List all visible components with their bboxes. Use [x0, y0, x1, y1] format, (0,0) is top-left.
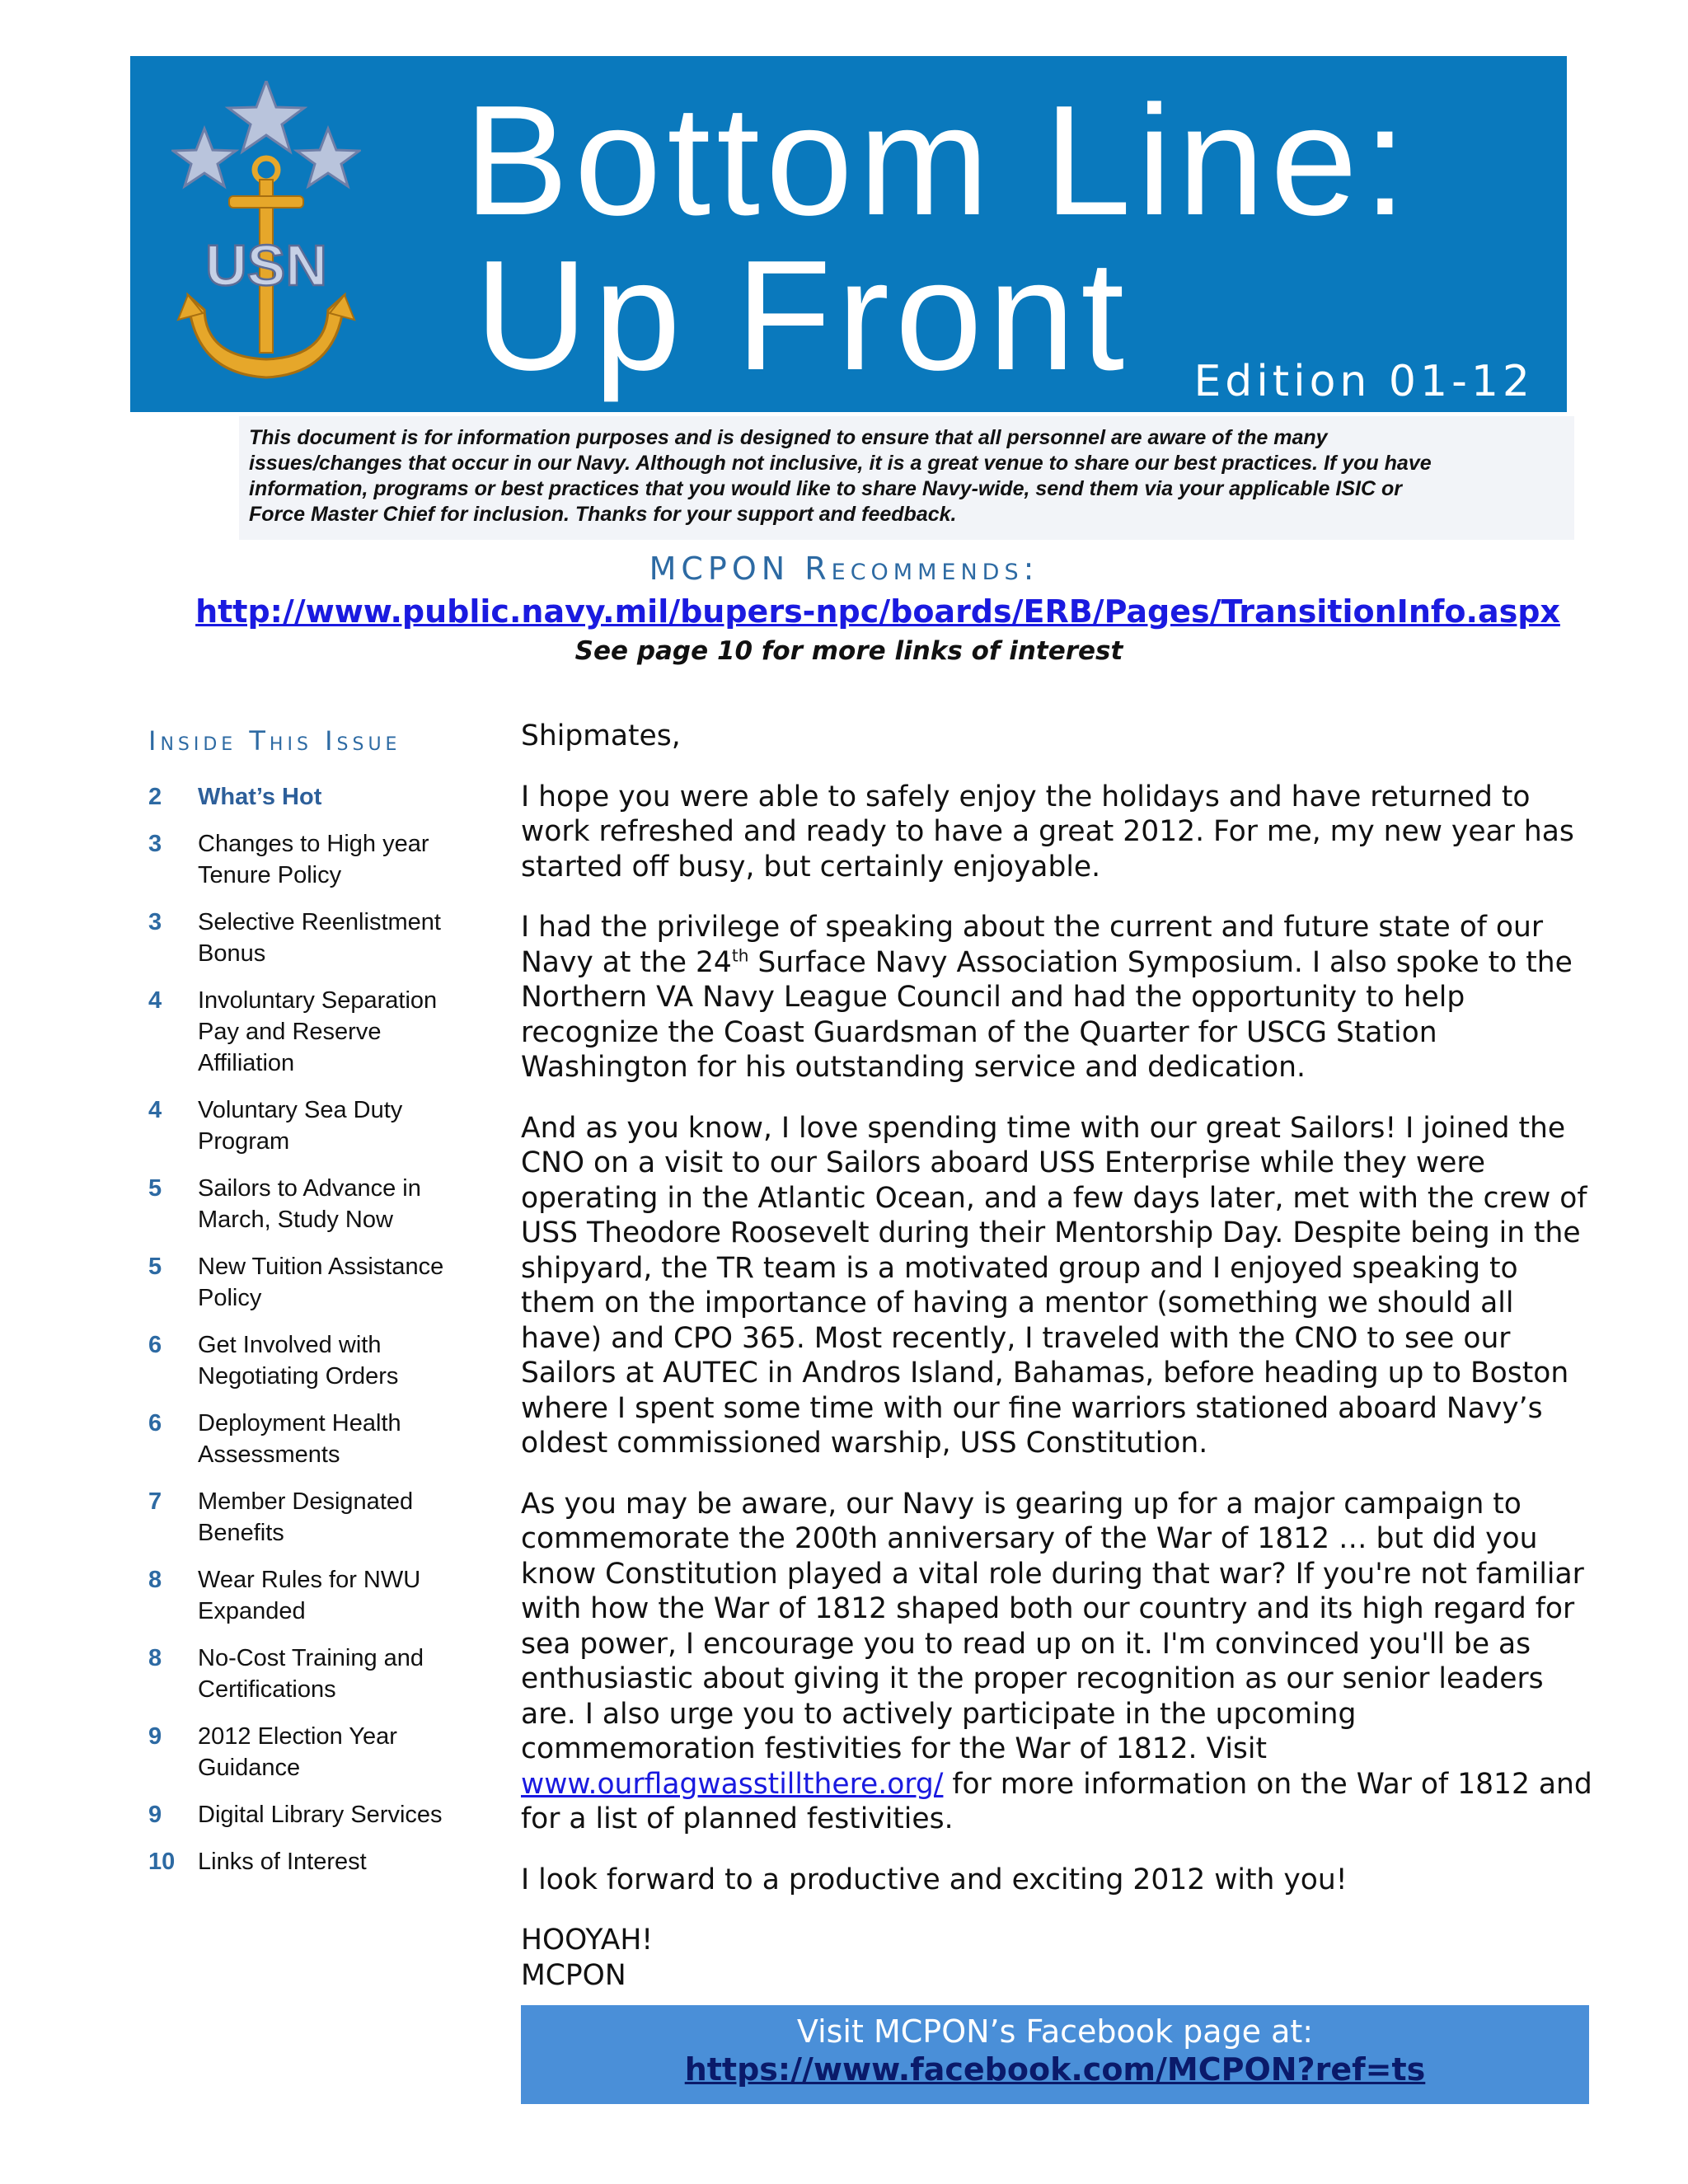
toc-item[interactable]	[148, 1564, 470, 1627]
toc-item[interactable]	[148, 1799, 470, 1830]
toc-label: Sailors to Advance in March, Study Now	[198, 1175, 421, 1233]
toc-page-number: 10	[148, 1849, 176, 1875]
toc-item[interactable]	[148, 1329, 470, 1392]
toc-label: Changes to High year Tenure Policy	[198, 831, 429, 888]
paragraph-closing: I look forward to a productive and exciting 2012 with you!	[521, 1863, 1348, 1896]
usn-emblem-text: USN	[205, 233, 327, 298]
facebook-link[interactable]: https://www.facebook.com/MCPON?ref=ts	[684, 2051, 1426, 2088]
newsletter-title-line2: Up Front	[475, 228, 1131, 403]
toc-label: Member Designated Benefits	[198, 1488, 414, 1546]
toc-item[interactable]	[148, 1486, 470, 1549]
toc-item[interactable]	[148, 1846, 470, 1877]
toc-page-number: 9	[148, 1802, 162, 1828]
toc-label: Wear Rules for NWU Expanded	[198, 1567, 421, 1624]
recommends-heading: MCPON Recommends:	[649, 551, 1039, 587]
paragraph-sailors: And as you know, I love spending time with our great Sailors! I joined the CNO on a visit to our Sailors aboard USS Enterprise while they were operating in the Atlantic Ocean, and a few days later, met with the crew of USS Theodore Roosevelt during their Mentorship Day. Despite being in the shipyard, the TR team is a motivated group and I enjoyed speaking to them on the importance of having a mentor (something we should all have) and CPO 365. Most recently, I traveled with the CNO to see our Sailors at AUTEC in Andros Island, Bahamas, before heading up to Boston where I spent some time with our fine warriors stationed aboard Navy’s oldest commissioned warship, USS Constitution.	[521, 1111, 1587, 1460]
star-icon	[173, 129, 236, 186]
mcpon-letter	[521, 719, 1592, 1993]
closing-hooyah: HOOYAH!	[521, 1924, 654, 1957]
toc-item[interactable]	[148, 1721, 470, 1783]
disclaimer-text: This document is for information purposes and is designed to ensure that all personnel are aware of the many issues/changes that occur in our Navy. Although not inclusive, it is a great venue to share our best practices. If you have information, programs or best practices that you would like to share Navy-wide, send them via your applicable ISIC or Force Master Chief for inclusion. Thanks for your support and feedback.	[249, 426, 1432, 526]
facebook-callout	[521, 2005, 1589, 2104]
transition-info-link[interactable]: http://www.public.navy.mil/bupers-npc/boards/ERB/Pages/TransitionInfo.aspx	[195, 593, 1560, 630]
masthead-banner	[130, 56, 1567, 412]
toc-label: Links of Interest	[198, 1849, 367, 1875]
ordinal-suffix: th	[731, 945, 749, 965]
toc-item[interactable]	[148, 985, 470, 1079]
salutation: Shipmates,	[521, 719, 681, 752]
toc-item[interactable]	[148, 1173, 470, 1235]
toc-item[interactable]	[148, 781, 470, 813]
toc-label: Involuntary Separation Pay and Reserve Affiliation	[198, 987, 438, 1076]
toc-item[interactable]	[148, 1643, 470, 1705]
toc-page-number: 3	[148, 909, 162, 935]
inside-this-issue	[148, 725, 470, 1893]
closing-signature: MCPON	[521, 1958, 626, 1992]
toc-page-number: 3	[148, 831, 162, 857]
toc-page-number: 9	[148, 1723, 162, 1750]
paragraph-text: As you may be aware, our Navy is gearing up for a major campaign to commemorate the 200th anniversary of the War of 1812 … but did you know Constitution played a vital role during that war? If you're not familiar with how the War of 1812 shaped both our country and its high regard for sea power, I encourage you to read up on it. I'm convinced you'll be as enthusiastic about giving it the proper recognition as our senior leaders are. I also urge you to actively participate in the upcoming commemoration festivities for the War of 1812. Visit	[521, 1487, 1584, 1765]
toc-label: Selective Reenlistment Bonus	[198, 909, 441, 967]
star-icon	[228, 81, 304, 152]
toc-item[interactable]	[148, 907, 470, 969]
toc-page-number: 7	[148, 1488, 162, 1515]
toc-page-number: 4	[148, 987, 162, 1014]
facebook-callout-text: Visit MCPON’s Facebook page at:	[796, 2013, 1314, 2050]
paragraph-symposium	[521, 910, 1592, 1085]
paragraph-text: for more information on the War of 1812 and for a list of planned festivities.	[521, 1767, 1592, 1835]
toc-page-number: 5	[148, 1175, 162, 1202]
toc-label: Digital Library Services	[198, 1802, 443, 1828]
toc-label: What’s Hot	[198, 784, 322, 810]
newsletter-title-line1: Bottom Line:	[464, 73, 1413, 248]
toc-label: 2012 Election Year Guidance	[198, 1723, 397, 1781]
toc-page-number: 8	[148, 1645, 162, 1671]
paragraph-war-of-1812	[521, 1487, 1592, 1837]
edition-label: Edition 01-12	[1193, 357, 1534, 406]
toc-item[interactable]	[148, 828, 470, 891]
toc-label: No-Cost Training and Certifications	[198, 1645, 424, 1703]
toc-item[interactable]	[148, 1094, 470, 1157]
paragraph-text: Surface Navy Association Symposium. I also spoke to the Northern VA Navy League Council and had the opportunity to help recognize the Coast Guardsman of the Quarter for USCG Station Washington for his outstanding service and dedication.	[521, 945, 1573, 1084]
toc-label: Voluntary Sea Duty Program	[198, 1097, 403, 1155]
toc-page-number: 2	[148, 784, 162, 810]
recommends-note: See page 10 for more links of interest	[574, 636, 1123, 666]
toc-page-number: 4	[148, 1097, 162, 1123]
toc-item[interactable]	[148, 1408, 470, 1470]
ourflag-link[interactable]: www.ourflagwasstillthere.org/	[521, 1767, 944, 1801]
toc-label: New Tuition Assistance Policy	[198, 1254, 444, 1311]
star-icon	[297, 129, 359, 186]
paragraph-text: I had the privilege of speaking about the current and future state of our Navy at the 24	[521, 911, 1544, 979]
toc-page-number: 6	[148, 1410, 162, 1436]
toc-page-number: 6	[148, 1332, 162, 1358]
mcpon-anchor-emblem	[171, 81, 361, 394]
paragraph-holidays: I hope you were able to safely enjoy the holidays and have returned to work refreshed and ready to have a great 2012. For me, my new year has started off busy, but certainly enjoyable.	[521, 780, 1574, 883]
toc-page-number: 8	[148, 1567, 162, 1593]
toc-page-number: 5	[148, 1254, 162, 1280]
toc-label: Deployment Health Assessments	[198, 1410, 401, 1468]
toc-heading: Inside This Issue	[148, 725, 401, 757]
toc-item[interactable]	[148, 1251, 470, 1314]
toc-label: Get Involved with Negotiating Orders	[198, 1332, 399, 1390]
